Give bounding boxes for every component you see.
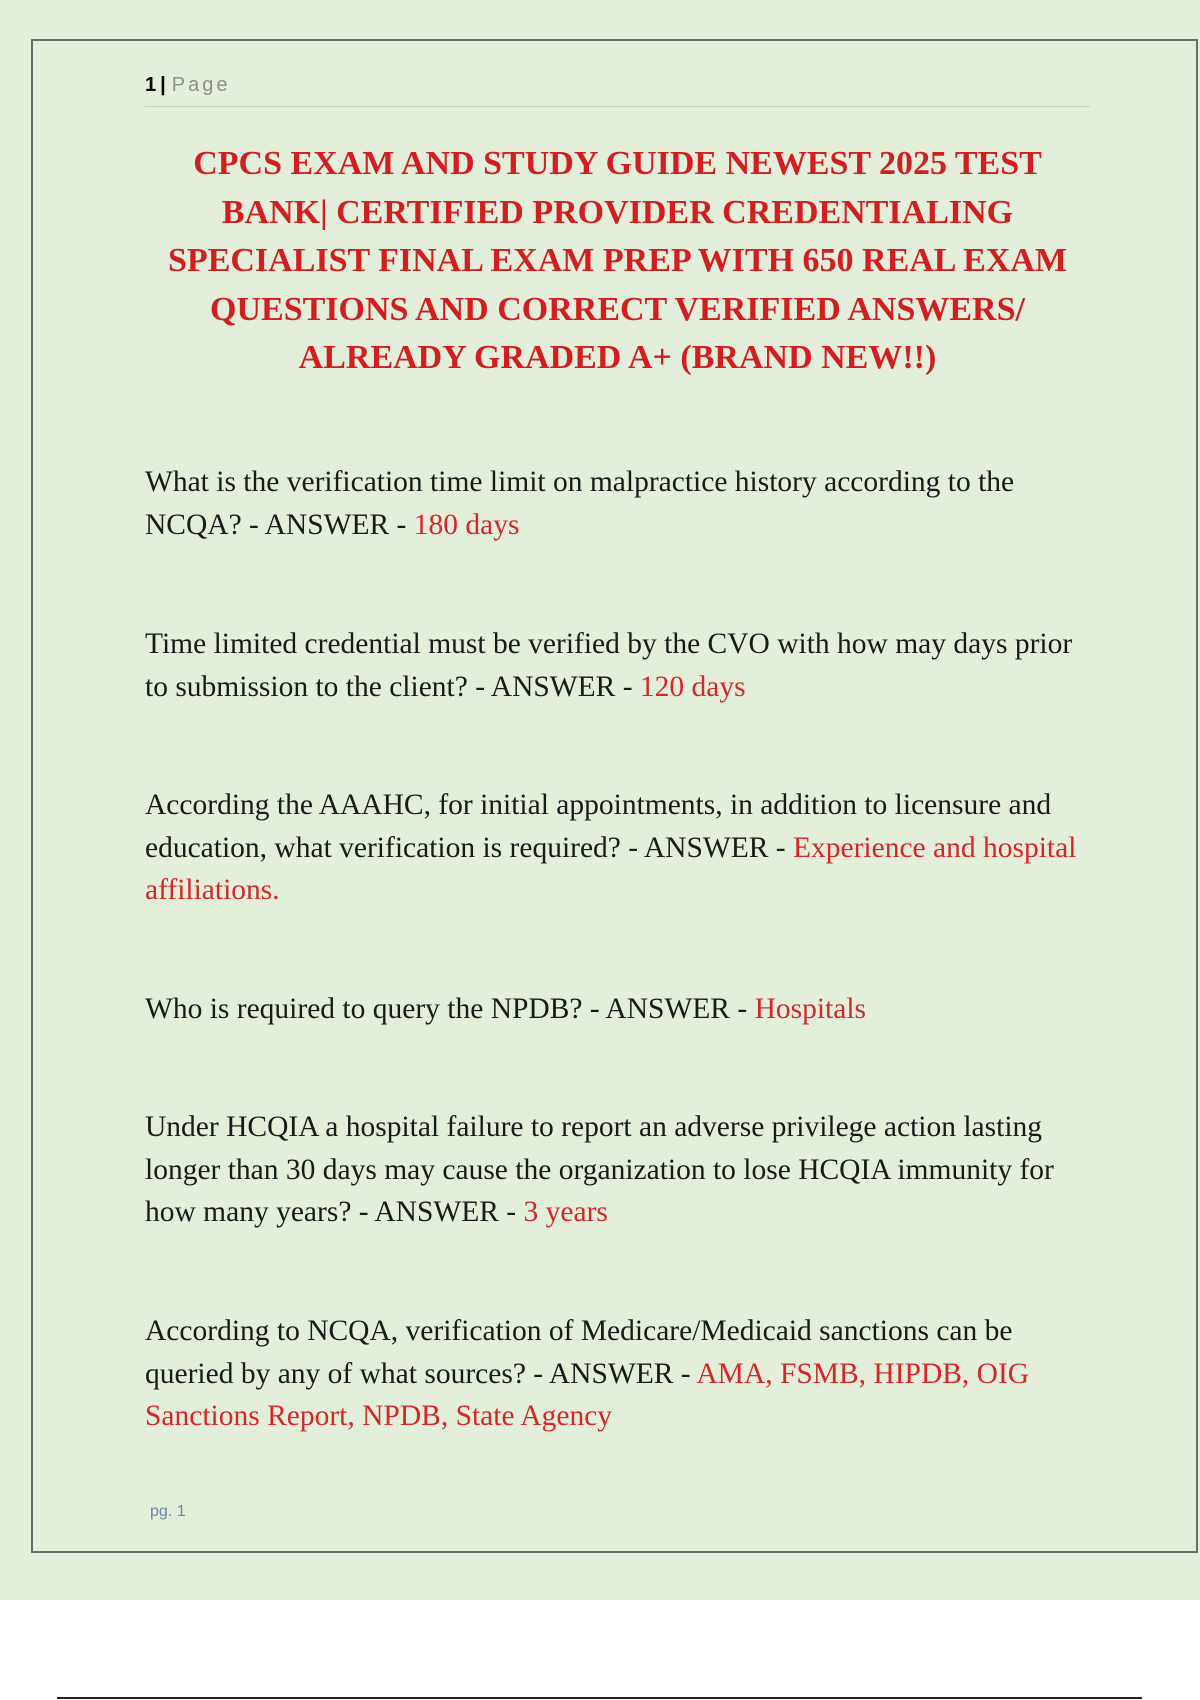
qa-item-1 [145,461,1095,546]
header-page-number: 1 [145,74,157,96]
answer-text: 3 years [523,1196,608,1228]
qa-item-2 [145,623,1095,708]
page-header [145,74,1090,107]
question-text: Who is required to query the NPDB? - ANSWER - [145,993,755,1025]
answer-text: AMA, FSMB, HIPDB, OIG Sanctions Report, NPDB, State Agency [145,1357,1030,1432]
question-text: Time limited credential must be verified by the CVO with how may days prior to submission to the client? - ANSWER - [145,628,1073,703]
document-title: CPCS EXAM AND STUDY GUIDE NEWEST 2025 TEST BANK| CERTIFIED PROVIDER CREDENTIALING SPECIALIST FINAL EXAM PREP WITH 650 REAL EXAM QUESTIONS AND CORRECT VERIFIED ANSWERS/ ALREADY GRADED A+ (BRAND NEW!!) [168,145,1067,376]
answer-text: Hospitals [754,993,867,1025]
qa-item-6 [145,1310,1095,1438]
answer-text: 120 days [639,670,746,703]
question-text: According the AAAHC, for initial appointments, in addition to licensure and education, what verification is required? - ANSWER - [145,789,1052,864]
qa-item-3 [145,784,1095,912]
question-text: According to NCQA, verification of Medicare/Medicaid sanctions can be queried by any of what sources? - ANSWER - [145,1315,1013,1390]
qa-item-4 [145,988,1095,1031]
question-text: Under HCQIA a hospital failure to report an adverse privilege action lasting longer than 30 days may cause the organization to lose HCQIA immunity for how many years? - ANSWER - [145,1111,1054,1228]
header-separator: | [160,74,166,96]
footer-page-label: pg. 1 [150,1503,186,1520]
answer-text: 180 days [413,508,520,541]
question-text: What is the verification time limit on malpractice history according to the NCQA? - ANSWER - [145,466,1015,541]
answer-text: Experience and hospital affiliations. [145,831,1077,906]
qa-item-5 [145,1106,1095,1234]
header-page-word: Page [171,74,231,96]
bottom-divider [57,1697,1142,1699]
